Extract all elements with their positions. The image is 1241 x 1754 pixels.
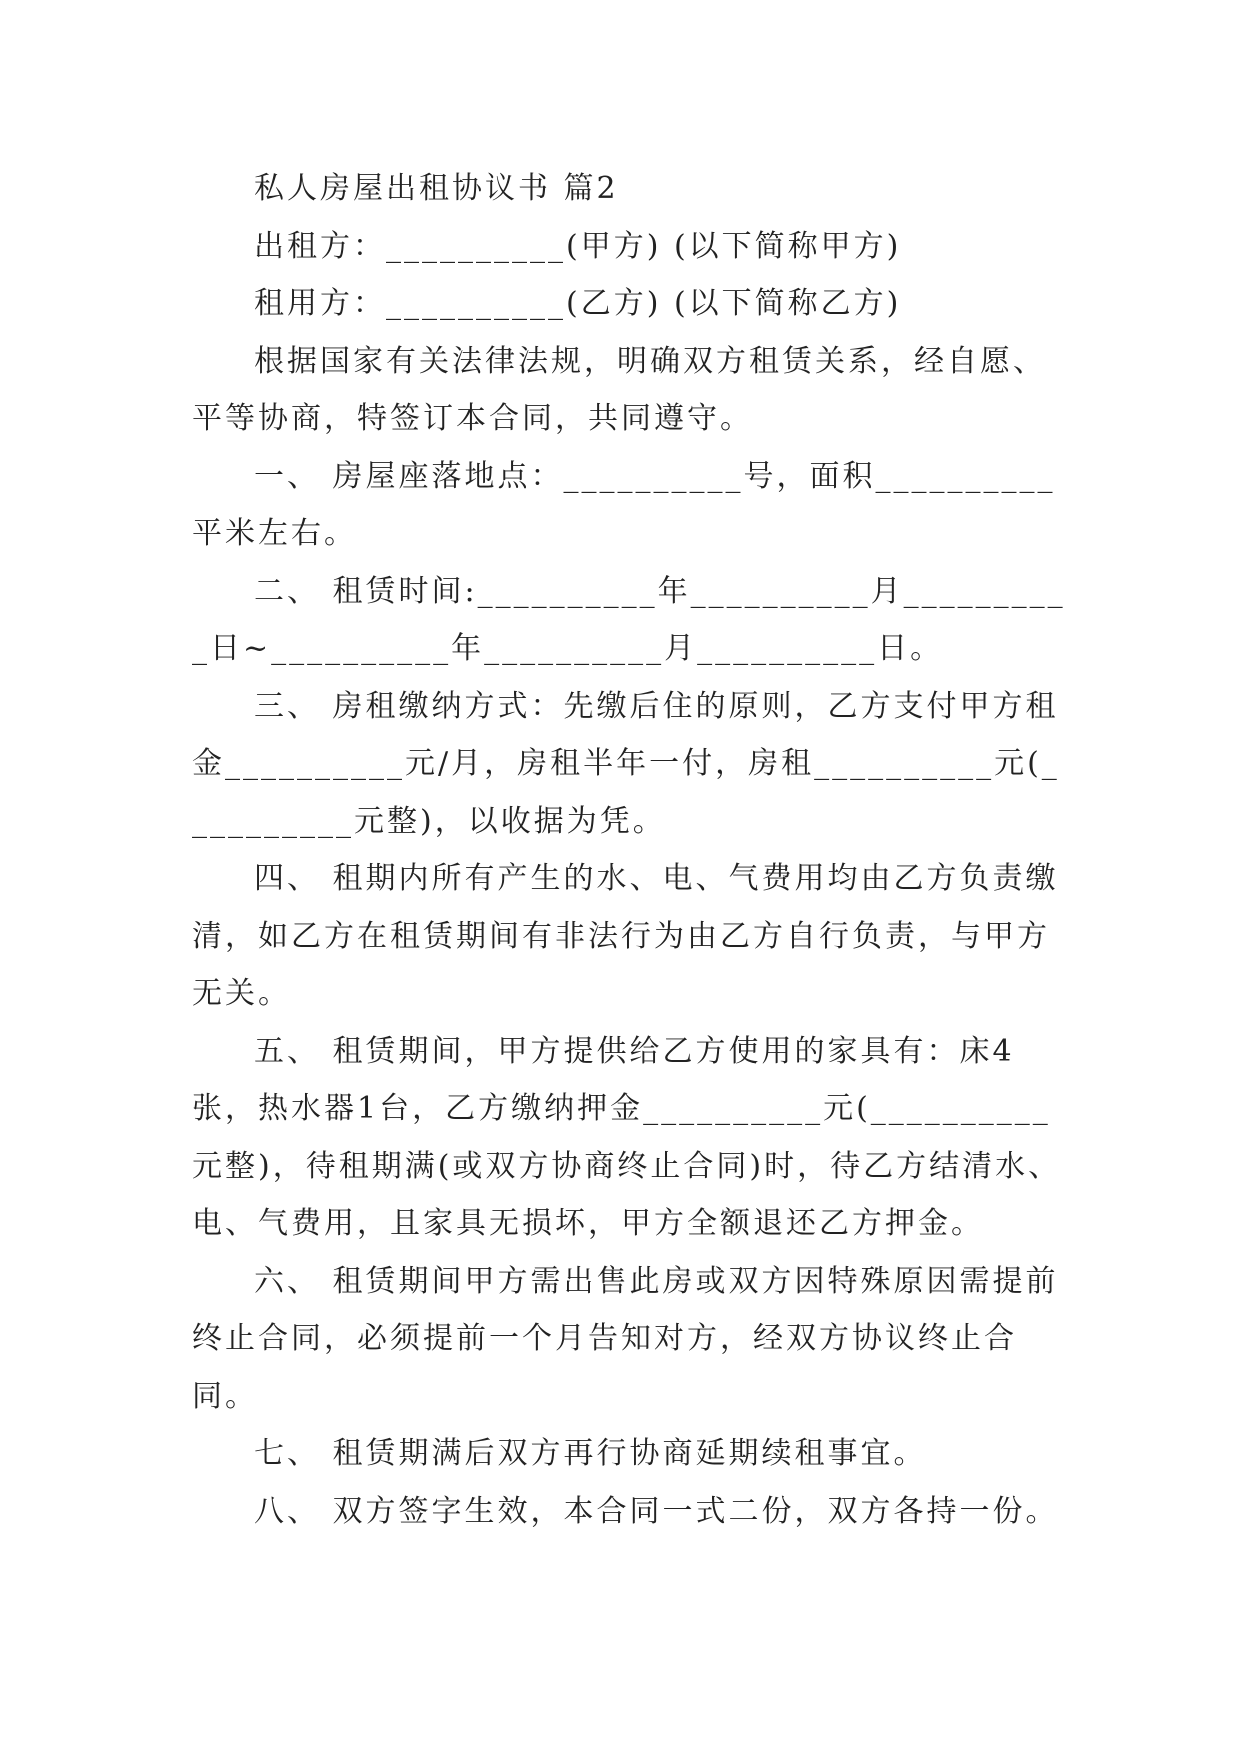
clause-7-renewal: 七、 租赁期满后双方再行协商延期续租事宜。 — [254, 1436, 927, 1471]
clause-1-location: 一、 房屋座落地点：__________号，面积__________平米左右。 — [192, 458, 1056, 551]
party-a-line: 出租方：__________(甲方) (以下简称甲方) — [254, 228, 902, 264]
document-title: 私人房屋出租协议书 篇2 — [254, 171, 619, 206]
clause-3-payment: 三、 房租缴纳方式：先缴后住的原则，乙方支付甲方租金__________元/月，房租半年一付，房租__________元(__________元整)，以收据为凭。 — [192, 688, 1060, 839]
party-b-line: 租用方：__________(乙方) (以下简称乙方) — [254, 286, 902, 321]
clause-6-termination: 六、 租赁期间甲方需出售此房或双方因特殊原因需提前终止合同，必须提前一个月告知对方，经双方协议终止合同。 — [192, 1263, 1059, 1414]
preamble-paragraph: 根据国家有关法律法规，明确双方租赁关系，经自愿、平等协商，特签订本合同，共同遵守。 — [192, 343, 1046, 436]
clause-8-effect: 八、 双方签字生效，本合同一式二份，双方各持一份。 — [254, 1493, 1059, 1529]
document-body — [192, 160, 1072, 1540]
clause-4-utilities: 四、 租期内所有产生的水、电、气费用均由乙方负责缴清，如乙方在租赁期间有非法行为由乙方自行负责，与甲方无关。 — [192, 861, 1059, 1011]
clause-2-term: 二、 租赁时间:__________年__________月__________日~__________年__________月__________日。 — [192, 573, 1066, 666]
clause-5-furniture-deposit: 五、 租赁期间，甲方提供给乙方使用的家具有：床4张，热水器1台，乙方缴纳押金__________元(__________元整)，待租期满(或双方协商终止合同)时，待乙方结清水、电、气费用，且家具无损坏，甲方全额退还乙方押金。 — [192, 1033, 1062, 1241]
